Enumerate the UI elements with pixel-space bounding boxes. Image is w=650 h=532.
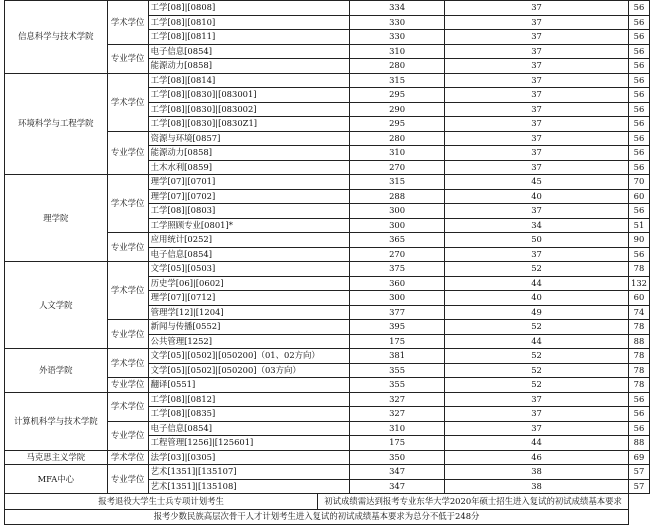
- total-score: 365: [350, 233, 445, 248]
- other-subject-score: 78: [629, 262, 650, 277]
- total-score: 381: [350, 349, 445, 364]
- other-subject-score: 78: [629, 320, 650, 335]
- single-subject-score: 38: [445, 479, 629, 494]
- single-subject-score: 37: [445, 73, 629, 88]
- total-score: 330: [350, 15, 445, 30]
- single-subject-score: 37: [445, 30, 629, 45]
- single-subject-score: 52: [445, 378, 629, 393]
- total-score: 377: [350, 305, 445, 320]
- total-score: 175: [350, 436, 445, 451]
- total-score: 295: [350, 88, 445, 103]
- other-subject-score: 57: [629, 465, 650, 480]
- college-name: 马克思主义学院: [5, 450, 108, 465]
- major-code: 工学[08]|[0814]: [148, 73, 349, 88]
- single-subject-score: 37: [445, 204, 629, 219]
- other-subject-score: 56: [629, 88, 650, 103]
- major-code: 管理学[12]|[1204]: [148, 305, 349, 320]
- other-subject-score: 56: [629, 131, 650, 146]
- single-subject-score: 44: [445, 276, 629, 291]
- degree-type: 学术学位: [107, 73, 148, 131]
- single-subject-score: 50: [445, 233, 629, 248]
- single-subject-score: 37: [445, 117, 629, 132]
- single-subject-score: 37: [445, 59, 629, 74]
- degree-type: 专业学位: [107, 44, 148, 73]
- single-subject-score: 37: [445, 102, 629, 117]
- other-subject-score: 56: [629, 1, 650, 16]
- degree-type: 专业学位: [107, 320, 148, 349]
- major-code: 艺术[1351]|[135107]: [148, 465, 349, 480]
- college-name: 人文学院: [5, 262, 108, 349]
- major-code: 工学[08]|[0812]: [148, 392, 349, 407]
- table-row: [5, 73, 650, 88]
- single-subject-score: 52: [445, 262, 629, 277]
- single-subject-score: 40: [445, 291, 629, 306]
- college-name: 外语学院: [5, 349, 108, 393]
- other-subject-score: 60: [629, 291, 650, 306]
- degree-type: 学术学位: [107, 450, 148, 465]
- major-code: 工学[08]|[0835]: [148, 407, 349, 422]
- major-code: 法学[03]|[0305]: [148, 450, 349, 465]
- major-code: 理学[07]|[0702]: [148, 189, 349, 204]
- total-score: 327: [350, 407, 445, 422]
- other-subject-score: 56: [629, 407, 650, 422]
- other-subject-score: 56: [629, 59, 650, 74]
- single-subject-score: 44: [445, 436, 629, 451]
- other-subject-score: 57: [629, 479, 650, 494]
- total-score: 375: [350, 262, 445, 277]
- other-subject-score: 56: [629, 146, 650, 161]
- college-name: 信息科学与技术学院: [5, 1, 108, 74]
- major-code: 工程管理[1256]|[125601]: [148, 436, 349, 451]
- total-score: 310: [350, 146, 445, 161]
- major-code: 公共管理[1252]: [148, 334, 349, 349]
- other-subject-score: 88: [629, 334, 650, 349]
- table-row: [5, 450, 650, 465]
- other-subject-score: 56: [629, 15, 650, 30]
- single-subject-score: 52: [445, 320, 629, 335]
- single-subject-score: 52: [445, 363, 629, 378]
- major-code: 土木水利[0859]: [148, 160, 349, 175]
- single-subject-score: 49: [445, 305, 629, 320]
- single-subject-score: 37: [445, 131, 629, 146]
- single-subject-score: 38: [445, 465, 629, 480]
- other-subject-score: 56: [629, 421, 650, 436]
- other-subject-score: 51: [629, 218, 650, 233]
- major-code: 新闻与传播[0552]: [148, 320, 349, 335]
- other-subject-score: 78: [629, 378, 650, 393]
- total-score: 355: [350, 363, 445, 378]
- score-table-footer: [5, 494, 650, 525]
- footer-minority-requirement: 报考少数民族高层次骨干人才计划考生进入复试的初试成绩基本要求为总分不低于248分: [5, 509, 629, 525]
- major-code: 工学[08]|[0830]|[083001]: [148, 88, 349, 103]
- other-subject-score: 69: [629, 450, 650, 465]
- other-subject-score: 56: [629, 73, 650, 88]
- major-code: 历史学[06]|[0602]: [148, 276, 349, 291]
- single-subject-score: 37: [445, 392, 629, 407]
- other-subject-score: 56: [629, 392, 650, 407]
- other-subject-score: 56: [629, 44, 650, 59]
- total-score: 334: [350, 1, 445, 16]
- single-subject-score: 37: [445, 146, 629, 161]
- score-table-wrapper: [4, 0, 650, 525]
- major-code: 电子信息[0854]: [148, 421, 349, 436]
- major-code: 电子信息[0854]: [148, 44, 349, 59]
- major-code: 理学[07]|[0712]: [148, 291, 349, 306]
- table-row: [5, 1, 650, 16]
- single-subject-score: 37: [445, 1, 629, 16]
- score-table-body: [5, 1, 650, 494]
- major-code: 应用统计[0252]: [148, 233, 349, 248]
- single-subject-score: 37: [445, 44, 629, 59]
- total-score: 280: [350, 131, 445, 146]
- other-subject-score: 88: [629, 436, 650, 451]
- degree-type: 学术学位: [107, 1, 148, 45]
- other-subject-score: 56: [629, 102, 650, 117]
- total-score: 315: [350, 73, 445, 88]
- single-subject-score: 37: [445, 407, 629, 422]
- table-row: [5, 349, 650, 364]
- total-score: 295: [350, 117, 445, 132]
- single-subject-score: 37: [445, 160, 629, 175]
- major-code: 工学[08]|[0830]|[083002]: [148, 102, 349, 117]
- other-subject-score: 132: [629, 276, 650, 291]
- total-score: 300: [350, 204, 445, 219]
- total-score: 360: [350, 276, 445, 291]
- college-name: 计算机科学与技术学院: [5, 392, 108, 450]
- major-code: 文学[05]|[0502]|[050200]（03方向）: [148, 363, 349, 378]
- degree-type: 专业学位: [107, 465, 148, 494]
- single-subject-score: 37: [445, 421, 629, 436]
- major-code: 工学[08]|[0803]: [148, 204, 349, 219]
- major-code: 工学[08]|[0810]: [148, 15, 349, 30]
- total-score: 315: [350, 175, 445, 190]
- single-subject-score: 40: [445, 189, 629, 204]
- footer-row-minority: [5, 509, 650, 525]
- total-score: 347: [350, 479, 445, 494]
- major-code: 文学[05]|[0502]|[050200]（01、02方向）: [148, 349, 349, 364]
- degree-type: 专业学位: [107, 131, 148, 175]
- single-subject-score: 34: [445, 218, 629, 233]
- total-score: 347: [350, 465, 445, 480]
- major-code: 艺术[1351]|[135108]: [148, 479, 349, 494]
- other-subject-score: 56: [629, 30, 650, 45]
- single-subject-score: 37: [445, 88, 629, 103]
- college-name: 理学院: [5, 175, 108, 262]
- single-subject-score: 52: [445, 349, 629, 364]
- other-subject-score: 74: [629, 305, 650, 320]
- total-score: 395: [350, 320, 445, 335]
- college-name: MFA中心: [5, 465, 108, 494]
- other-subject-score: 56: [629, 204, 650, 219]
- footer-row-veterans: [5, 494, 650, 510]
- footer-veterans-label: 报考退役大学生士兵专项计划考生: [5, 494, 318, 510]
- total-score: 288: [350, 189, 445, 204]
- degree-type: 专业学位: [107, 378, 148, 393]
- table-row: [5, 392, 650, 407]
- major-code: 能源动力[0858]: [148, 59, 349, 74]
- total-score: 270: [350, 160, 445, 175]
- major-code: 电子信息[0854]: [148, 247, 349, 262]
- other-subject-score: 56: [629, 247, 650, 262]
- total-score: 175: [350, 334, 445, 349]
- other-subject-score: 56: [629, 117, 650, 132]
- total-score: 290: [350, 102, 445, 117]
- major-code: 文学[05]|[0503]: [148, 262, 349, 277]
- table-row: [5, 262, 650, 277]
- total-score: 270: [350, 247, 445, 262]
- total-score: 310: [350, 421, 445, 436]
- single-subject-score: 37: [445, 15, 629, 30]
- total-score: 310: [350, 44, 445, 59]
- degree-type: 专业学位: [107, 233, 148, 262]
- degree-type: 专业学位: [107, 421, 148, 450]
- other-subject-score: 60: [629, 189, 650, 204]
- total-score: 350: [350, 450, 445, 465]
- major-code: 资源与环境[0857]: [148, 131, 349, 146]
- single-subject-score: 45: [445, 175, 629, 190]
- degree-type: 学术学位: [107, 392, 148, 421]
- major-code: 翻译[0551]: [148, 378, 349, 393]
- single-subject-score: 37: [445, 247, 629, 262]
- total-score: 330: [350, 30, 445, 45]
- major-code: 工学[08]|[0811]: [148, 30, 349, 45]
- footer-veterans-requirement: 初试成绩需达到报考专业东华大学2020年硕士招生进入复试的初试成绩基本要求: [318, 494, 629, 510]
- other-subject-score: 78: [629, 349, 650, 364]
- other-subject-score: 78: [629, 363, 650, 378]
- total-score: 355: [350, 378, 445, 393]
- score-table: [4, 0, 650, 525]
- table-row: [5, 465, 650, 480]
- major-code: 能源动力[0858]: [148, 146, 349, 161]
- table-row: [5, 175, 650, 190]
- total-score: 280: [350, 59, 445, 74]
- total-score: 300: [350, 218, 445, 233]
- other-subject-score: 90: [629, 233, 650, 248]
- total-score: 327: [350, 392, 445, 407]
- single-subject-score: 44: [445, 334, 629, 349]
- major-code: 工学[08]|[0830]|[0830Z1]: [148, 117, 349, 132]
- degree-type: 学术学位: [107, 175, 148, 233]
- total-score: 300: [350, 291, 445, 306]
- major-code: 工学照顾专业[0801]*: [148, 218, 349, 233]
- other-subject-score: 56: [629, 160, 650, 175]
- single-subject-score: 46: [445, 450, 629, 465]
- degree-type: 学术学位: [107, 349, 148, 378]
- major-code: 工学[08]|[0808]: [148, 1, 349, 16]
- other-subject-score: 70: [629, 175, 650, 190]
- major-code: 理学[07]|[0701]: [148, 175, 349, 190]
- college-name: 环境科学与工程学院: [5, 73, 108, 175]
- degree-type: 学术学位: [107, 262, 148, 320]
